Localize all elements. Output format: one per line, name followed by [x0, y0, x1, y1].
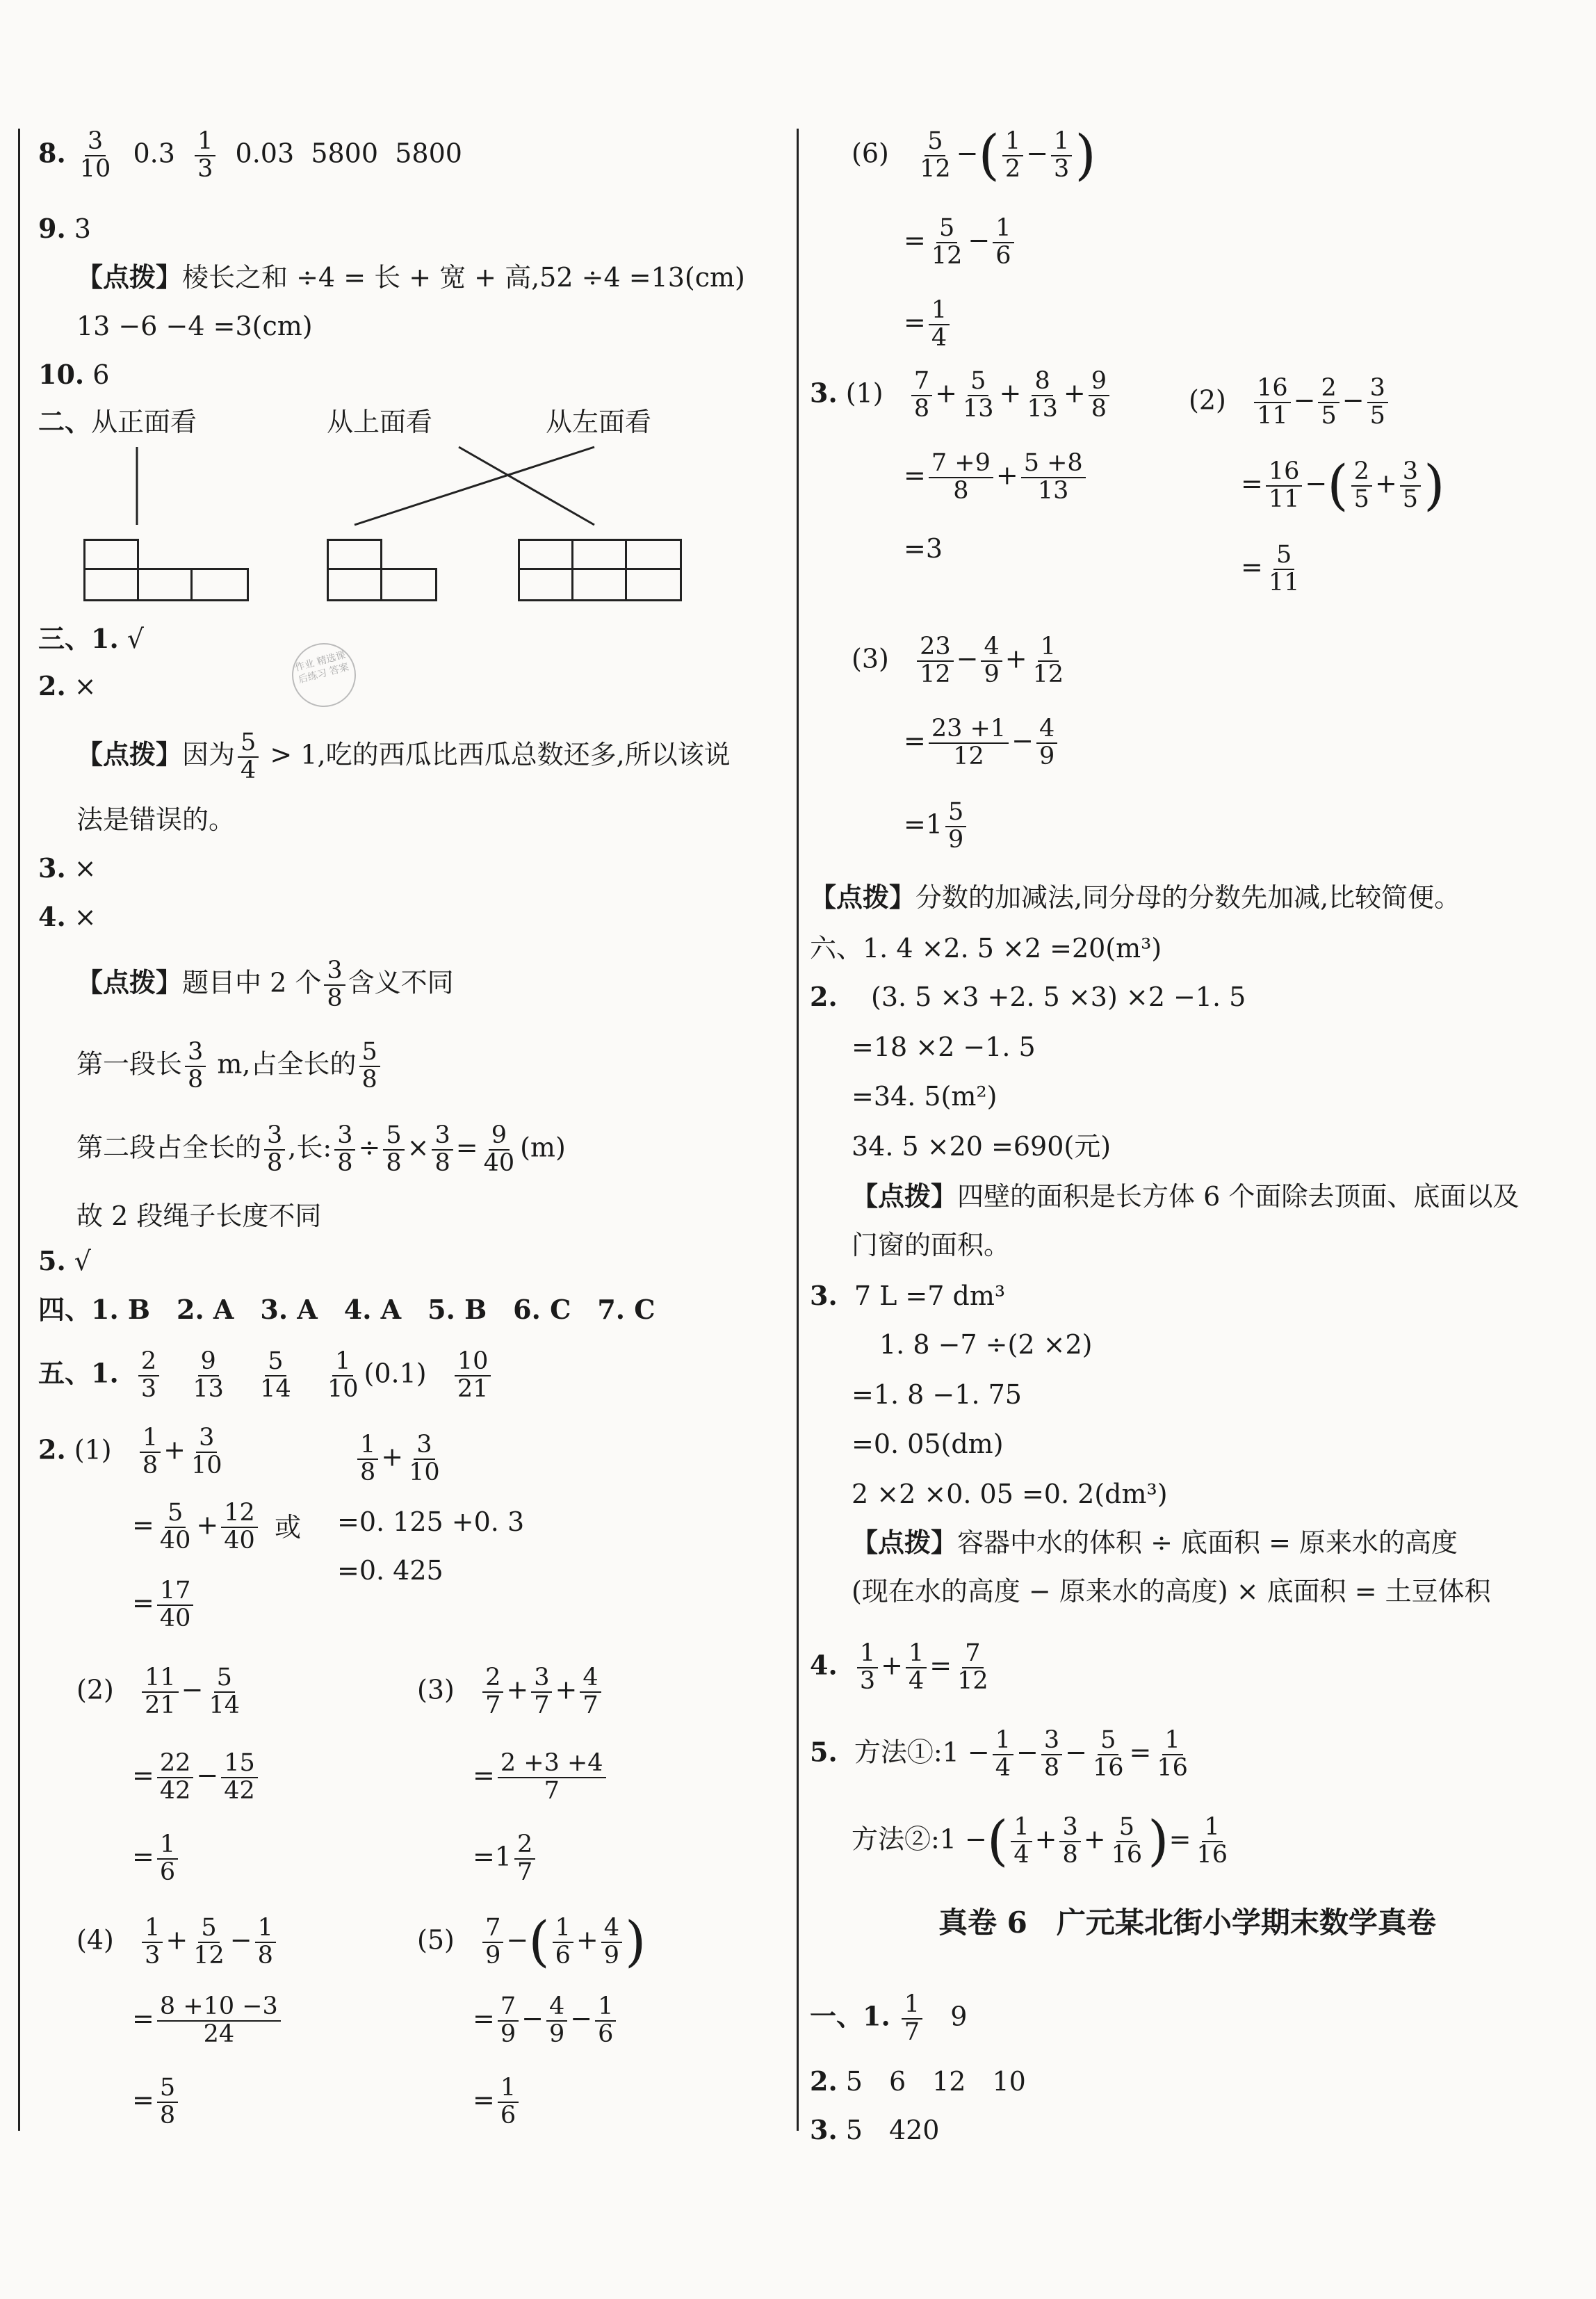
r-s6-q3-tip2: (现在水的高度 − 原来水的高度) × 底面积 = 土豆体积	[852, 1576, 1491, 1607]
fraction: $\frac{1}{3}$	[195, 129, 215, 183]
left-q9-tip: 【点拨】棱长之和 ÷4 = 长 + 宽 + 高,52 ÷4 =13(cm)	[76, 261, 745, 293]
sec5-q2-2-prob: (2) $\frac{11}{21}$ − $\frac{5}{14}$	[76, 1664, 241, 1719]
sec5-q2-4-s2: = $\frac{5}{8}$	[132, 2075, 181, 2129]
r-s6-q5-m2: 方法②:1 −( $\frac{1}{4}$ + $\frac{3}{8}$ + $\frac{5}{16}$ )= $\frac{1}{16}$	[852, 1810, 1228, 1873]
sec5-q1: 五、1. $\frac{2}{3}$ $\frac{9}{13}$ $\frac{5}{14}$ $\frac{1}{10}$ (0.1) $\frac{10}{21}$	[38, 1349, 494, 1403]
sec3-q4-line2: 第二段占全长的 $\frac{3}{8}$ ,长: $\frac{3}{8}$ ÷ $\frac{5}{8}$ × $\frac{3}{8}$ = $\frac{9}{40}$ (m)	[76, 1121, 566, 1177]
r-s6-q3-l1: 3. 7 L =7 dm³	[810, 1280, 1006, 1311]
sec5-q2-3-s2: =1 $\frac{2}{7}$	[473, 1832, 538, 1886]
r-s6-q2-l3: =34. 5(m²)	[852, 1081, 997, 1112]
sec5-q2-1-prob: 2. (1) $\frac{1}{8}$ + $\frac{3}{10}$	[38, 1424, 222, 1479]
left-q8: 8. $\frac{3}{10}$ 0.3 $\frac{1}{3}$ 0.03 5800 5800	[38, 127, 462, 183]
r-q3-2-s2: = $\frac{5}{11}$	[1241, 541, 1300, 596]
left-q10: 10. 6	[38, 359, 110, 390]
r-q3-1-prob: 3. (1) $\frac{7}{8}$ + $\frac{5}{13}$ + $\frac{8}{13}$ + $\frac{9}{8}$	[810, 368, 1112, 423]
r-s6-q4: 4. $\frac{1}{3}$ + $\frac{1}{4}$ = $\frac{7}{12}$	[810, 1639, 988, 1695]
sec3-q2-tip-cont: 法是错误的。	[76, 804, 236, 835]
left-q9: 9. 3	[38, 213, 91, 244]
r-s6-q2-tip2: 门窗的面积。	[852, 1230, 1011, 1260]
r-s6-q3-l4: =0. 05(dm)	[852, 1429, 1004, 1459]
sec5-q2-5-s1: = $\frac{7}{9}$ − $\frac{4}{9}$ − $\frac{1}{6}$	[473, 1994, 619, 2048]
r-s6-q1: 六、1. 4 ×2. 5 ×2 =20(m³)	[810, 933, 1162, 964]
watermark-stamp: 作业 精选课后练习 答案	[285, 636, 364, 715]
sec3-q2-tip: 【点拨】因为 $\frac{5}{4}$ > 1,吃的西瓜比西瓜总数还多,所以该说	[76, 729, 731, 784]
r-n3: 3. 5 420	[810, 2114, 940, 2145]
r-n1: 一、1. $\frac{1}{7}$ 9	[810, 1990, 968, 2046]
column-divider	[797, 129, 799, 2131]
sec5-q2-5-s2: = $\frac{1}{6}$	[473, 2075, 521, 2129]
r-q3-1-s1: = $\frac{7 +9}{8}$ + $\frac{5 +8}{13}$	[904, 450, 1089, 505]
r-n2: 2. 5 6 12 10	[810, 2065, 1026, 2097]
r-q2-6-s2: = $\frac{1}{4}$	[904, 298, 952, 352]
r-s6-q5-m1: 5. 方法①:1 − $\frac{1}{4}$ − $\frac{3}{8}$ − $\frac{5}{16}$ = $\frac{1}{16}$	[810, 1726, 1188, 1782]
sec5-q2-4-s1: = $\frac{8 +10 -3}{24}$	[132, 1994, 284, 2048]
sec3-q1: 三、1. √	[38, 623, 144, 654]
sec5-q2-1-s1: = $\frac{5}{40}$ + $\frac{12}{40}$	[132, 1500, 261, 1554]
left-q9-calc: 13 −6 −4 =3(cm)	[76, 311, 313, 341]
r-s6-q2-l1: 2. (3. 5 ×3 +2. 5 ×3) ×2 −1. 5	[810, 981, 1246, 1012]
r-s6-q3-l2: 1. 8 −7 ÷(2 ×2)	[879, 1329, 1093, 1360]
sec3-q4-line1: 第一段长 $\frac{3}{8}$ m,占全长的 $\frac{5}{8}$	[76, 1039, 383, 1094]
r-s6-q3-tip: 【点拨】容器中水的体积 ÷ 底面积 = 原来水的高度	[852, 1527, 1458, 1558]
sec5-q2-1-alt: $\frac{1}{8}$ + $\frac{3}{10}$	[355, 1432, 446, 1486]
sec3-q4-tip: 【点拨】题目中 2 个 $\frac{3}{8}$ 含义不同	[76, 957, 454, 1012]
r-s6-q3-l3: =1. 8 −1. 75	[852, 1379, 1022, 1410]
sec2-header: 二、从正面看	[38, 406, 197, 437]
sec5-q2-5-prob: (5) $\frac{7}{9}$ −( $\frac{1}{6}$ + $\frac{4}{9}$ )	[417, 1910, 646, 1974]
sec3-q2: 2. ×	[38, 670, 97, 701]
r-s6-q2-l2: =18 ×2 −1. 5	[852, 1032, 1036, 1062]
r-q3-3-prob: (3) $\frac{23}{12}$ − $\frac{4}{9}$ + $\frac{1}{12}$	[852, 633, 1064, 688]
sec5-q2-2-s1: = $\frac{22}{42}$ − $\frac{15}{42}$	[132, 1750, 261, 1805]
sec3-q3: 3. ×	[38, 852, 97, 884]
sec5-q2-3-s1: = $\frac{2 +3 +4}{7}$	[473, 1750, 609, 1805]
r-q3-tip: 【点拨】分数的加减法,同分母的分数先加减,比较简便。	[810, 882, 1461, 913]
exam-title: 真卷 6 广元某北街小学期末数学真卷	[938, 1906, 1436, 1940]
view-top-label: 从上面看	[327, 407, 433, 437]
sec4-answers: 四、1. B 2. A 3. A 4. A 5. B 6. C 7. C	[38, 1294, 656, 1325]
r-q3-2-prob: (2) $\frac{16}{11}$ − $\frac{2}{5}$ − $\frac{3}{5}$	[1189, 375, 1391, 430]
sec3-q4: 4. ×	[38, 901, 97, 932]
r-s6-q2-l4: 34. 5 ×20 =690(元)	[852, 1131, 1112, 1162]
r-q3-3-s1: = $\frac{23 +1}{12}$ − $\frac{4}{9}$	[904, 716, 1060, 770]
sec3-q4-line3: 故 2 段绳子长度不同	[76, 1201, 322, 1231]
r-q3-1-s2: =3	[904, 533, 943, 564]
sec5-q2-3-prob: (3) $\frac{2}{7}$ + $\frac{3}{7}$ + $\frac{4}{7}$	[417, 1665, 604, 1719]
r-q2-6-prob: (6) $\frac{5}{12}$ −( $\frac{1}{2}$ − $\frac{1}{3}$ )	[852, 124, 1096, 187]
fraction: $\frac{3}{10}$	[79, 127, 111, 183]
r-s6-q2-tip: 【点拨】四壁的面积是长方体 6 个面除去顶面、底面以及	[852, 1180, 1520, 1212]
view-left-label: 从左面看	[546, 407, 652, 437]
sec5-q2-1-alt-s2: =0. 425	[337, 1555, 443, 1586]
r-q3-3-s2: =1 $\frac{5}{9}$	[904, 799, 969, 854]
sec5-q2-2-s2: = $\frac{1}{6}$	[132, 1832, 181, 1886]
r-q3-2-s1: = $\frac{16}{11}$ −( $\frac{2}{5}$ + $\frac{3}{5}$ )	[1241, 454, 1445, 517]
sec5-q2-1-s2: = $\frac{17}{40}$	[132, 1578, 196, 1632]
views-connector-lines	[0, 0, 792, 626]
sec5-q2-4-prob: (4) $\frac{1}{3}$ + $\frac{5}{12}$ − $\frac{1}{8}$	[76, 1915, 279, 1969]
r-q2-6-s1: = $\frac{5}{12}$ − $\frac{1}{6}$	[904, 216, 1017, 270]
sec5-q2-1-alt-s1: =0. 125 +0. 3	[337, 1506, 525, 1537]
sec3-q5: 5. √	[38, 1245, 91, 1276]
r-s6-q3-l5: 2 ×2 ×0. 05 =0. 2(dm³)	[852, 1479, 1168, 1509]
or-label: 或	[275, 1512, 302, 1543]
